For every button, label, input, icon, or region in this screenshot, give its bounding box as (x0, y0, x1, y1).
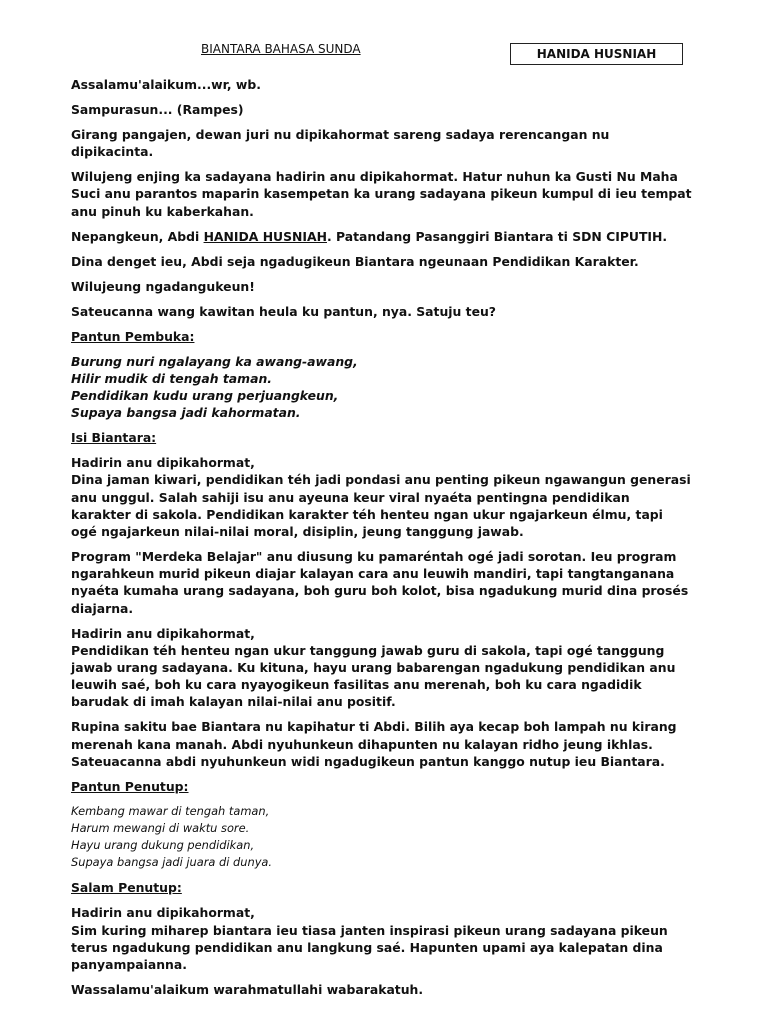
verse-line: Kembang mawar di tengah taman, (71, 803, 270, 818)
opening-pantun (71, 353, 693, 422)
verse-line: Hilir mudik di tengah taman. (71, 370, 272, 386)
opening-pantun-heading: Pantun Pembuka: (71, 328, 195, 344)
closing-pantun (71, 803, 693, 872)
content-paragraph-4: Rupina sakitu bae Biantara nu kapihatur ti Abdi. Bilih aya kecap boh lampah nu kirang merenah kana manah. Abdi nyuhunkeun dihapunten nu kalayan ridho jeung ikhlas. Sateuacanna abdi nyuhunkeun widi ngadugikeun pantun kanggo nutup ieu Biantara. (71, 719, 677, 769)
paragraph-text: Sim kuring miharep biantara ieu tiasa janten inspirasi pikeun urang sadayana pikeun terus ngadukung pendidikan anu langkung saé. Hapunten upami aya kalepatan dina panyampaianna. (71, 922, 668, 973)
closing-pantun-heading: Pantun Penutup: (71, 778, 189, 794)
salutation: Hadirin anu dipikahormat, (71, 905, 255, 921)
greeting: Assalamu'alaikum...wr, wb. (71, 77, 261, 92)
closing-line: Wassalamu'alaikum warahmatullahi wabarakatuh. (71, 982, 424, 998)
paragraph-text: Pendidikan téh henteu ngan ukur tanggung jawab guru di sakola, tapi ogé tanggung jawab urang sadayana. Ku kituna, hayu urang babarengan ngadukung pendidikan anu leuwih saé, boh ku cara nyayogikeun fasilitas anu merenah, boh ku cara ngadidik barudak di imah kalayan nilai-nilai anu positif. (71, 642, 676, 710)
verse-line: Supaya bangsa jadi juara di dunya. (71, 855, 273, 870)
respect-paragraph: Girang pangajen, dewan juri nu dipikahormat sareng sadaya rerencangan nu dipikacinta. (71, 127, 610, 160)
intro-paragraph (71, 228, 693, 245)
sampurasun-line: Sampurasun... (Rampes) (71, 102, 244, 117)
paragraph-text: Dina jaman kiwari, pendidikan téh jadi pondasi anu penting pikeun ngawangun generasi anu unggul. Salah sahiji isu anu ayeuna keur viral nyaéta pentingna pendidikan karakter di sakola. Pendidikan karakter téh henteu ngan ukur ngajarkeun élmu, tapi ogé ngajarkeun nilai-nilai moral, disiplin, jeung tanggung jawab. (71, 472, 691, 540)
verse-line: Burung nuri ngalayang ka awang-awang, (71, 353, 358, 369)
verse-line: Pendidikan kudu urang perjuangkeun, (71, 388, 339, 404)
intro-prefix: Nepangkeun, Abdi (71, 228, 204, 244)
verse-line: Supaya bangsa jadi kahormatan. (71, 405, 301, 421)
verse-line: Harum mewangi di waktu sore. (71, 821, 250, 836)
content-paragraph-3 (71, 625, 693, 711)
salutation: Hadirin anu dipikahormat, (71, 455, 255, 471)
speech-body (71, 76, 693, 1006)
content-paragraph-2: Program "Merdeka Belajar" anu diusung ku pamaréntah ogé jadi sorotan. Ieu program ngarahkeun murid pikeun diajar kalayan cara anu leuwih mandiri, tapi tangtanganana nyaéta kumaha urang sadayana, boh guru boh kolot, bisa ngadukung murid dina prosés diajarna. (71, 549, 689, 616)
verse-line: Hayu urang dukung pendidikan, (71, 838, 255, 853)
salutation: Hadirin anu dipikahormat, (71, 625, 255, 641)
speaker-name: HANIDA HUSNIAH (203, 228, 327, 244)
before-pantun-line: Sateucanna wang kawitan heula ku pantun, nya. Satuju teu? (71, 303, 496, 319)
closing-greeting-paragraph (71, 904, 693, 973)
content-paragraph-1 (71, 454, 693, 540)
welcome-paragraph: Wilujeng enjing ka sadayana hadirin anu dipikahormat. Hatur nuhun ka Gusti Nu Maha Suci anu parantos maparin kasempetan ka urang sadayana pikeun kumpul di ieu tempat anu pinuh ku kaberkahan. (71, 169, 692, 219)
speech-content-heading: Isi Biantara: (71, 430, 157, 446)
closing-greeting-heading: Salam Penutup: (71, 880, 182, 896)
intro-suffix: . Patandang Pasanggiri Biantara ti SDN CIPUTIH. (327, 228, 668, 244)
listen-line: Wilujeung ngadangukeun! (71, 278, 255, 294)
document-title: BIANTARA BAHASA SUNDA (201, 42, 361, 56)
topic-paragraph: Dina denget ieu, Abdi seja ngadugikeun Biantara ngeunaan Pendidikan Karakter. (71, 253, 639, 269)
author-name-box: HANIDA HUSNIAH (510, 43, 683, 65)
